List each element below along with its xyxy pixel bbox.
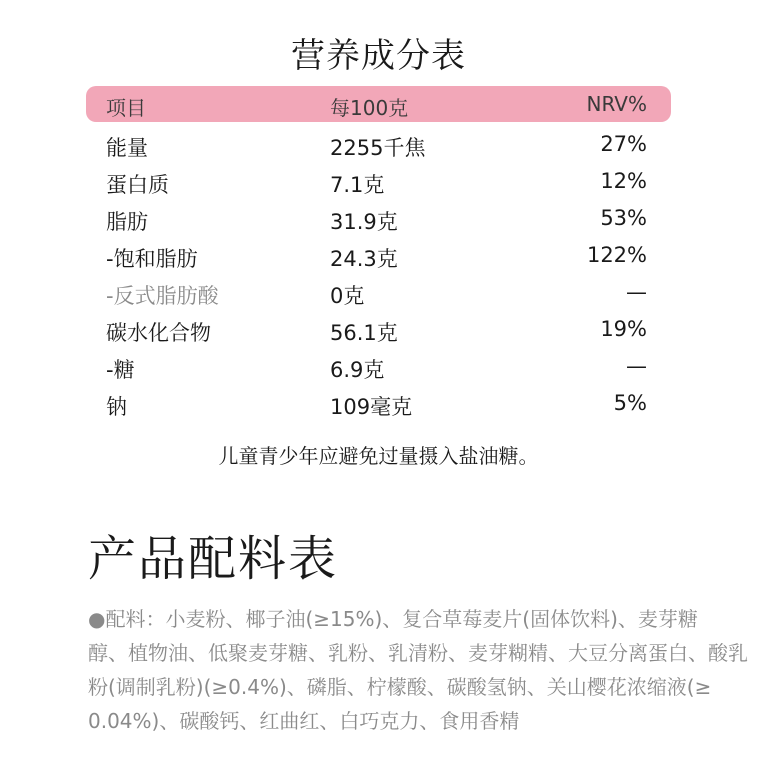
row-nrv: 19% (600, 317, 647, 341)
health-advice: 儿童青少年应避免过量摄入盐油糖。 (218, 444, 539, 468)
row-nrv: 53% (600, 206, 647, 230)
row-value: 6.9克 (330, 358, 385, 382)
header-item: 项目 (106, 96, 146, 120)
row-name: 碳水化合物 (106, 321, 211, 345)
header-nrv: NRV% (586, 92, 647, 116)
ingredients-line: ●配料：小麦粉、椰子油(≥15%)、复合草莓麦片(固体饮料)、麦芽糖 (88, 607, 698, 631)
row-value: 56.1克 (330, 321, 398, 345)
row-name: 蛋白质 (106, 173, 169, 197)
row-value: 31.9克 (330, 210, 398, 234)
row-nrv: 12% (600, 169, 647, 193)
row-name: -糖 (106, 358, 135, 382)
row-value: 24.3克 (330, 247, 398, 271)
table-row (86, 274, 671, 311)
table-row (86, 126, 671, 163)
row-name: 钠 (106, 395, 127, 419)
row-value: 109毫克 (330, 395, 413, 419)
row-name: 能量 (106, 136, 148, 160)
nutrition-title: 营养成分表 (291, 36, 466, 76)
row-nrv: — (626, 354, 647, 378)
ingredients-line: 0.04%)、碳酸钙、红曲红、白巧克力、食用香精 (88, 709, 520, 733)
ingredients-title: 产品配料表 (88, 531, 339, 587)
ingredients-line: 粉(调制乳粉)(≥0.4%)、磷脂、柠檬酸、碳酸氢钠、关山樱花浓缩液(≥ (88, 675, 712, 699)
table-row (86, 200, 671, 237)
table-row (86, 237, 671, 274)
row-nrv: — (626, 280, 647, 304)
ingredients-text (88, 602, 748, 738)
table-row (86, 348, 671, 385)
row-nrv: 5% (613, 391, 647, 415)
nutrition-rows (86, 126, 671, 422)
row-name: -饱和脂肪 (106, 247, 198, 271)
table-row (86, 311, 671, 348)
row-nrv: 27% (600, 132, 647, 156)
header-per-100g: 每100克 (330, 96, 409, 120)
row-value: 2255千焦 (330, 136, 426, 160)
table-row (86, 163, 671, 200)
ingredients-line: 醇、植物油、低聚麦芽糖、乳粉、乳清粉、麦芽糊精、大豆分离蛋白、酸乳 (88, 641, 748, 665)
row-value: 7.1克 (330, 173, 385, 197)
table-row (86, 385, 671, 422)
row-value: 0克 (330, 284, 365, 308)
row-nrv: 122% (586, 243, 647, 267)
nutrition-header-bar (86, 86, 671, 122)
row-name: 脂肪 (106, 210, 148, 234)
row-name: -反式脂肪酸 (106, 284, 219, 308)
